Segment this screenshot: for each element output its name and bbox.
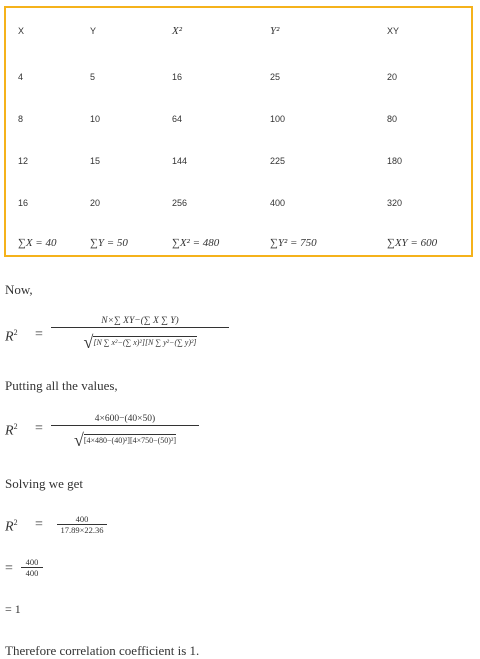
- table-sum-row: [6, 233, 471, 253]
- equation-result: = 1: [5, 602, 21, 616]
- table-row: [6, 193, 471, 213]
- fraction-numerator: 4×600−(40×50): [94, 414, 156, 424]
- equation-solved: [5, 514, 205, 540]
- cell-x-squared: 256: [172, 198, 188, 208]
- equation-lhs: $R^2$: [5, 518, 18, 535]
- sum-x-squared: ∑X² = 480: [172, 237, 220, 249]
- header-x: X: [18, 26, 25, 36]
- sqrt-icon: √: [73, 430, 84, 450]
- cell-y-squared: 25: [270, 72, 281, 82]
- cell-x-squared: 16: [172, 72, 183, 82]
- cell-y: 10: [90, 114, 101, 124]
- cell-xy: 80: [387, 114, 398, 124]
- sum-xy: ∑XY = 600: [387, 237, 438, 249]
- sum-y-squared: ∑Y² = 750: [270, 237, 317, 249]
- table-row: [6, 151, 471, 171]
- cell-y: 5: [90, 72, 96, 82]
- fraction: [21, 557, 43, 578]
- fraction-denominator: 400: [25, 568, 39, 578]
- cell-x: 4: [18, 72, 24, 82]
- text-solving: Solving we get: [5, 476, 83, 491]
- fraction-denominator: [4×480−(40)²][4×750−(50)²]: [83, 436, 177, 445]
- fraction-denominator: [N ∑ x²−(∑ x)²][N ∑ y²−(∑ y)²]: [93, 338, 197, 347]
- equals-sign: =: [5, 561, 13, 576]
- cell-y: 20: [90, 198, 101, 208]
- header-xy: XY: [387, 26, 400, 36]
- sum-x: ∑X = 40: [18, 237, 57, 249]
- fraction: [57, 514, 107, 535]
- equation-ratio: [5, 557, 105, 583]
- cell-y-squared: 100: [270, 114, 286, 124]
- table-row: [6, 109, 471, 129]
- cell-xy: 180: [387, 156, 403, 166]
- data-table: [4, 6, 473, 257]
- equals-sign: =: [35, 327, 43, 342]
- equation-lhs: $R^2$: [5, 422, 18, 439]
- fraction-numerator: N×∑ XY−(∑ X ∑ Y): [101, 316, 179, 326]
- fraction: [51, 316, 229, 350]
- fraction-numerator: 400: [25, 557, 39, 567]
- fraction-numerator: 400: [75, 514, 89, 524]
- fraction-bar: [51, 327, 229, 328]
- sum-y: ∑Y = 50: [90, 237, 128, 249]
- sqrt-icon: √: [83, 332, 94, 352]
- text-now: Now,: [5, 282, 33, 297]
- cell-xy: 320: [387, 198, 403, 208]
- cell-y-squared: 225: [270, 156, 286, 166]
- cell-x: 12: [18, 156, 29, 166]
- cell-x-squared: 144: [172, 156, 188, 166]
- equation-substituted: [5, 414, 305, 458]
- cell-x: 16: [18, 198, 29, 208]
- cell-x: 8: [18, 114, 24, 124]
- equals-sign: =: [35, 421, 43, 436]
- equation-formula: [5, 316, 305, 360]
- table-header-row: [6, 21, 471, 41]
- fraction-bar: [51, 425, 199, 426]
- header-y-squared: Y²: [270, 25, 280, 37]
- equation-lhs: $R^2$: [5, 328, 18, 345]
- equals-sign: =: [35, 517, 43, 532]
- cell-xy: 20: [387, 72, 398, 82]
- cell-y: 15: [90, 156, 101, 166]
- header-x-squared: X²: [172, 25, 183, 37]
- header-y: Y: [90, 26, 97, 36]
- cell-x-squared: 64: [172, 114, 183, 124]
- text-conclusion: Therefore correlation coefficient is 1.: [5, 643, 200, 658]
- fraction-denominator: 17.89×22.36: [60, 525, 104, 535]
- text-putting-values: Putting all the values,: [5, 378, 118, 393]
- cell-y-squared: 400: [270, 198, 286, 208]
- fraction: [51, 414, 199, 448]
- table-row: [6, 67, 471, 87]
